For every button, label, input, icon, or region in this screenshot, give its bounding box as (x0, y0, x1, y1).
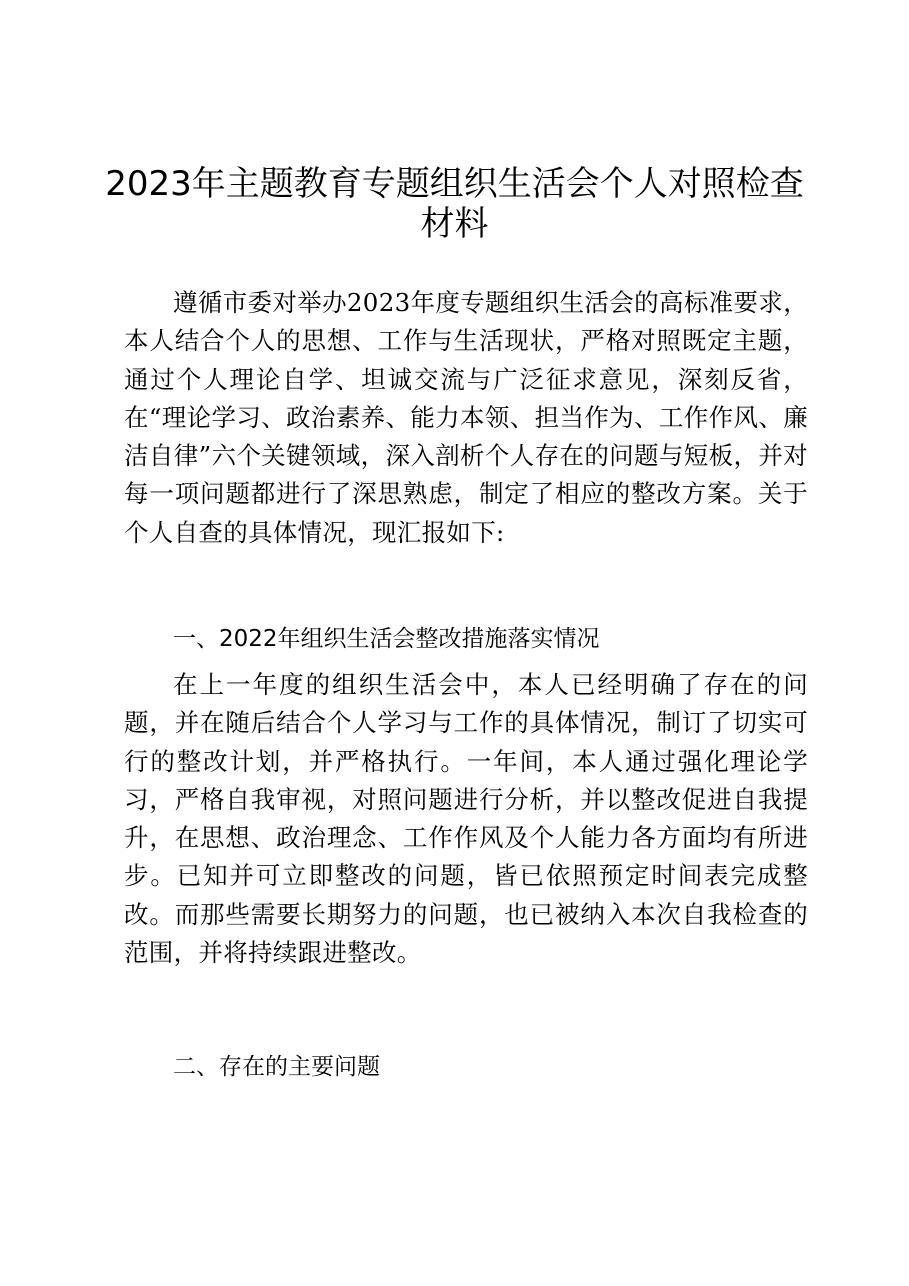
intro-paragraph: 遵循市委对举办2023年度专题组织生活会的高标准要求，本人结合个人的思想、工作与生活现状，严格对照既定主题，通过个人理论自学、坦诚交流与广泛征求意见，深刻反省，在“理论学习、政治素养、能力本领、担当作为、工作作风、廉洁自律”六个关键领域，深入剖析个人存在的问题与短板，并对每一项问题都进行了深思熟虑，制定了相应的整改方案。关于个人自查的具体情况，现汇报如下: (124, 288, 809, 547)
document-title: 2023年主题教育专题组织生活会个人对照检查材料 (105, 164, 804, 244)
section-heading-2: 二、存在的主要问题 (173, 1054, 380, 1080)
section-heading-1: 一、2022年组织生活会整改措施落实情况 (173, 626, 600, 652)
section-1-paragraph: 在上一年度的组织生活会中，本人已经明确了存在的问题，并在随后结合个人学习与工作的具体情况，制订了切实可行的整改计划，并严格执行。一年间，本人通过强化理论学习，严格自我审视，对照问题进行分析，并以整改促进自我提升，在思想、政治理念、工作作风及个人能力各方面均有所进步。已知并可立即整改的问题，皆已依照预定时间表完成整改。而那些需要长期努力的问题，也已被纳入本次自我检查的范围，并将持续跟进整改。 (124, 670, 808, 968)
